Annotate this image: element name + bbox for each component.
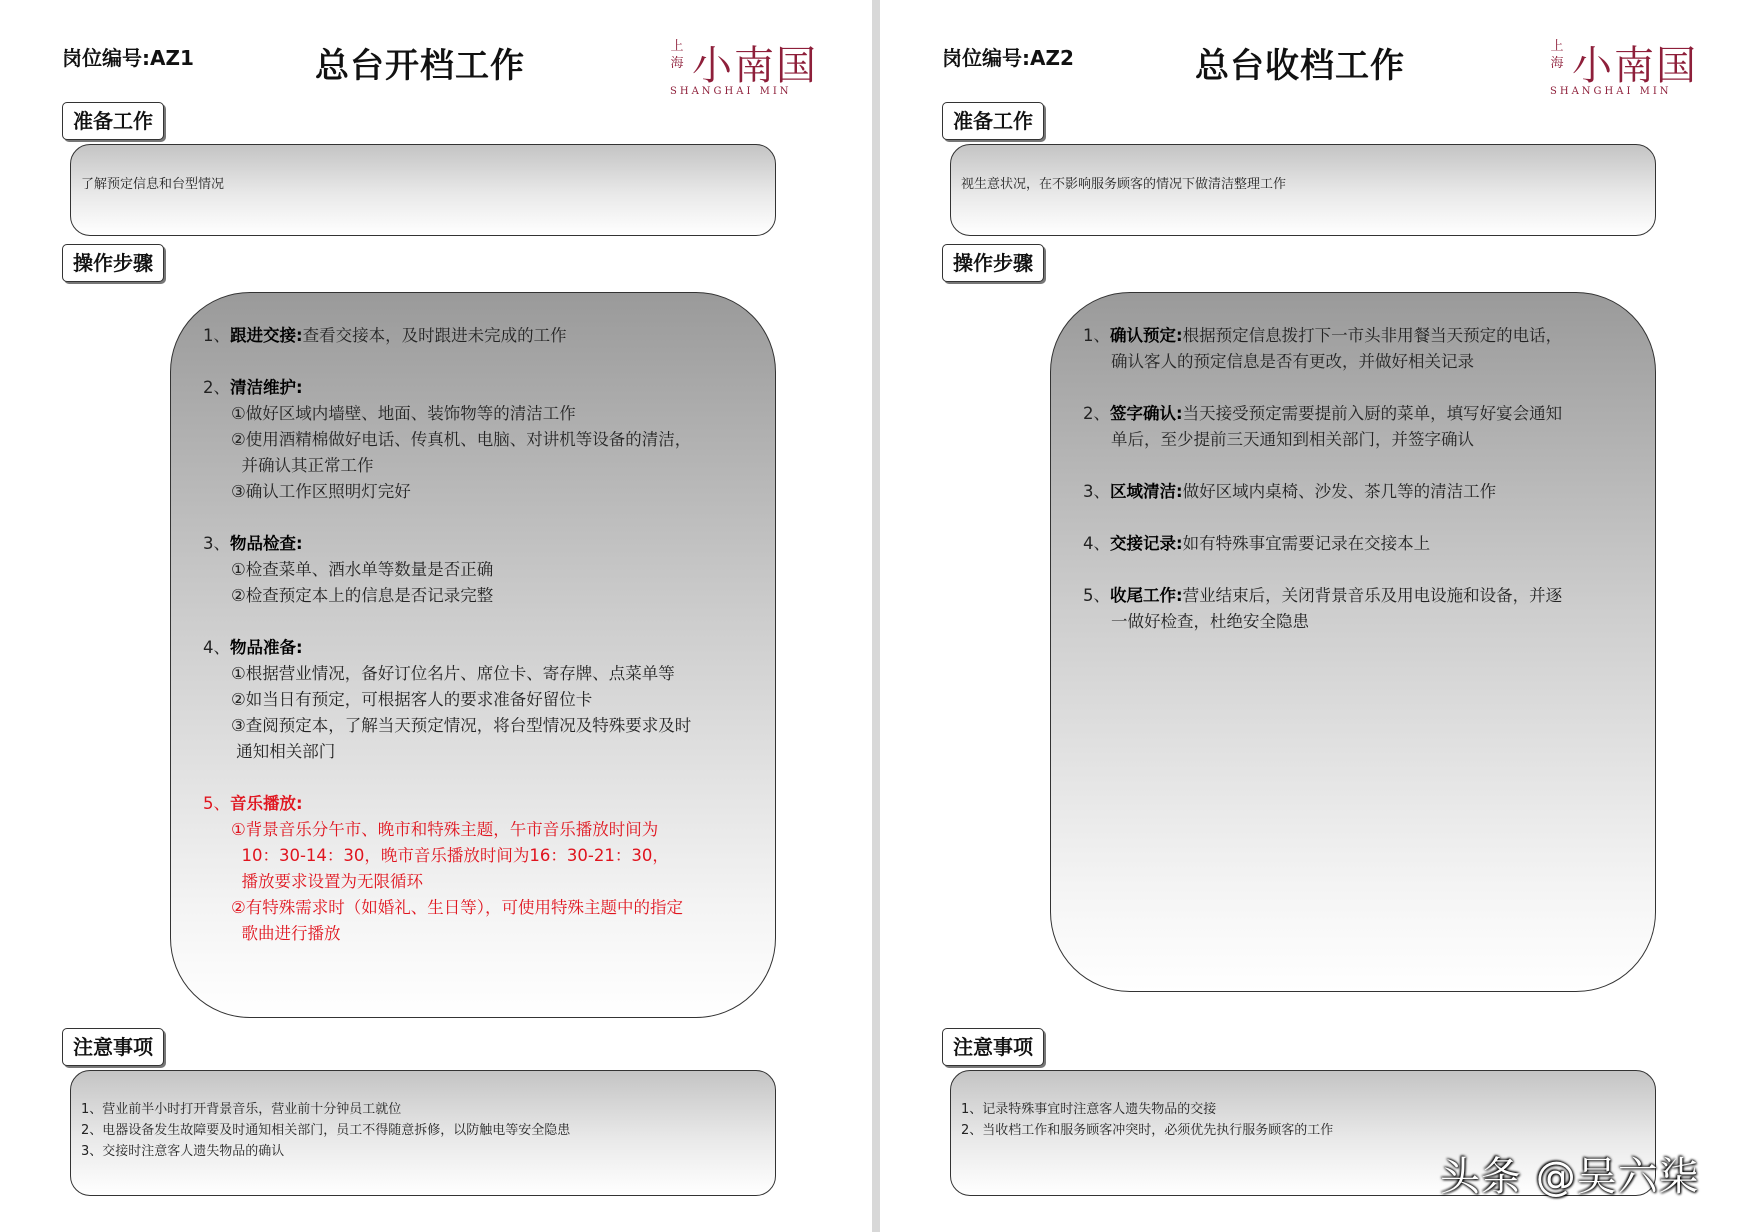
page-divider — [872, 0, 880, 1232]
page-opening — [0, 0, 876, 1232]
note-item: 2、当收档工作和服务顾客冲突时，必须优先执行服务顾客的工作 — [961, 1123, 1334, 1138]
step-item: 2、清洁维护: ①做好区域内墙壁、地面、装饰物等的清洁工作 ②使用酒精棉做好电话、传真机、电脑、对讲机等设备的清洁， 并确认其正常工作 ③确认工作区照明灯完好 — [203, 378, 692, 501]
prep-tab: 准备工作 — [62, 102, 164, 140]
prep-text: 视生意状况，在不影响服务顾客的情况下做清洁整理工作 — [961, 177, 1287, 192]
step-item: 4、交接记录:如有特殊事宜需要记录在交接本上 — [1083, 534, 1431, 553]
logo-shanghai: 上海 — [1550, 39, 1564, 71]
notes-tab: 注意事项 — [62, 1028, 164, 1066]
step-item: 5、收尾工作:营业结束后，关闭背景音乐及用电设施和设备，并逐 一做好检查，杜绝安全隐患 — [1083, 586, 1563, 631]
note-item: 1、记录特殊事宜时注意客人遗失物品的交接 — [961, 1102, 1217, 1117]
brand-logo — [1548, 36, 1698, 102]
page-title: 总台收档工作 — [1195, 46, 1405, 86]
post-code: 岗位编号:AZ2 — [942, 46, 1074, 70]
step-item: 3、区域清洁:做好区域内桌椅、沙发、茶几等的清洁工作 — [1083, 482, 1497, 501]
logo-en: SHANGHAI MIN — [670, 86, 792, 97]
step-item: 2、签字确认:当天接受预定需要提前入厨的菜单，填写好宴会通知 单后，至少提前三天通知到相关部门，并签字确认 — [1083, 404, 1563, 449]
steps-tab: 操作步骤 — [62, 244, 164, 282]
logo-shanghai: 上海 — [670, 39, 684, 71]
step-item: 4、物品准备: ①根据营业情况，备好订位名片、席位卡、寄存牌、点菜单等 ②如当日有预定，可根据客人的要求准备好留位卡 ③查阅预定本，了解当天预定情况，将台型情况及特殊要求及时 通知相关部门 — [203, 638, 692, 761]
page-closing — [880, 0, 1756, 1232]
step-item-highlight: 5、音乐播放: ①背景音乐分午市、晚市和特殊主题，午市音乐播放时间为 10：30-14：30，晚市音乐播放时间为16：30-21：30， 播放要求设置为无限循环 ②有特殊需求时（如婚礼、生日等），可使用特殊主题中的指定 歌曲进行播放 — [203, 794, 684, 943]
prep-box — [950, 144, 1656, 236]
note-item: 2、电器设备发生故障要及时通知相关部门，员工不得随意拆修，以防触电等安全隐患 — [81, 1123, 571, 1138]
notes-box — [70, 1070, 776, 1196]
brand-logo — [668, 36, 818, 102]
step-item: 3、物品检查: ①检查菜单、酒水单等数量是否正确 ②检查预定本上的信息是否记录完整 — [203, 534, 494, 605]
prep-tab: 准备工作 — [942, 102, 1044, 140]
step-item: 1、跟进交接:查看交接本，及时跟进未完成的工作 — [203, 326, 567, 345]
logo-name: 小南国 — [1572, 43, 1698, 89]
step-item: 1、确认预定:根据预定信息拨打下一市头非用餐当天预定的电话， 确认客人的预定信息是否有更改，并做好相关记录 — [1083, 326, 1563, 371]
note-item: 3、交接时注意客人遗失物品的确认 — [81, 1144, 285, 1159]
steps-box — [170, 292, 776, 1018]
note-item: 1、营业前半小时打开背景音乐，营业前十分钟员工就位 — [81, 1102, 402, 1117]
logo-name: 小南国 — [692, 43, 818, 89]
page-title: 总台开档工作 — [315, 46, 525, 86]
watermark: 头条 @吴六柒 — [1440, 1154, 1700, 1200]
logo-en: SHANGHAI MIN — [1550, 86, 1672, 97]
notes-tab: 注意事项 — [942, 1028, 1044, 1066]
steps-box — [1050, 292, 1656, 992]
steps-tab: 操作步骤 — [942, 244, 1044, 282]
prep-box — [70, 144, 776, 236]
prep-text: 了解预定信息和台型情况 — [81, 177, 225, 192]
post-code: 岗位编号:AZ1 — [62, 46, 194, 70]
